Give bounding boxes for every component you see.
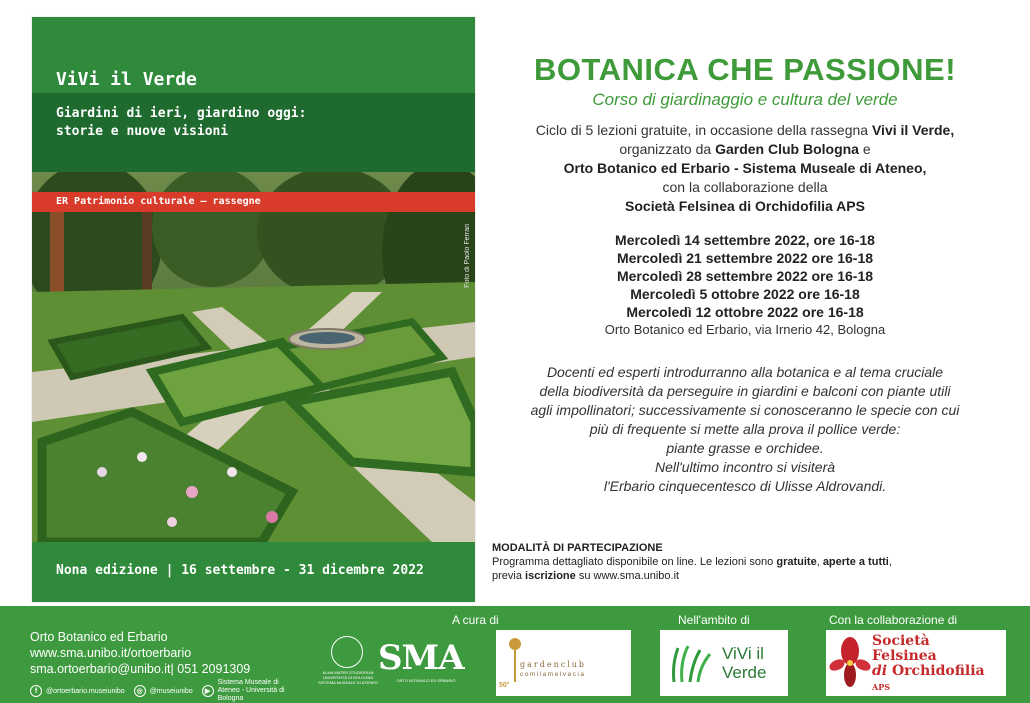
participation-highlight: gratuite (776, 556, 817, 568)
sfo-name-di: di (872, 663, 888, 679)
vivi-logo-text (722, 644, 766, 682)
gardenclub-logo (496, 630, 631, 696)
description-line: della biodiversità da perseguire in giardini e balconi con piante utili (539, 383, 951, 399)
description-line: agli impollinatori; successivamente si conosceranno le specie con cui (530, 402, 960, 418)
vivi-logo-line: Verde (722, 663, 767, 682)
intro-highlight: Orto Botanico ed Erbario - Sistema Museale di Ateneo, (563, 160, 927, 176)
footer-contact (30, 629, 250, 677)
garden-photo (32, 172, 475, 542)
description (480, 363, 1010, 496)
social-label: Sistema Museale di Ateneo - Università di Bologna (217, 679, 285, 702)
page-title: BOTANICA CHE PASSIONE! (533, 52, 957, 87)
description-line: più di frequente si mette alla prova il pollice verde: (589, 421, 901, 437)
intro-text: con la collaborazione della (662, 179, 828, 195)
description-line: Nell'ultimo incontro si visiterà (654, 459, 836, 475)
label-context: Nell'ambito di (678, 613, 750, 627)
seal-caption: ALMA MATER STUDIORUM UNIVERSITÀ DI BOLOGNA SISTEMA MUSEALE DI ATENEO (318, 670, 378, 685)
garden-illustration (32, 172, 475, 542)
participation-info (492, 541, 1012, 583)
schedule-date: Mercoledì 14 settembre 2022, ore 16-18 (615, 232, 875, 248)
social-links (30, 679, 288, 703)
registration-link[interactable]: iscrizione (525, 570, 576, 582)
gardenclub-name: gardenclub (520, 660, 587, 669)
label-curated-by: A cura di (452, 613, 499, 627)
sfo-name-line: Felsinea (872, 648, 937, 664)
event-poster (32, 17, 475, 602)
venue: Orto Botanico ed Erbario, via Irnerio 42, Bologna (604, 322, 886, 337)
participation-highlight: aperte a tutti (822, 556, 889, 568)
grass-icon (670, 644, 714, 684)
poster-title: ViVi il Verde (56, 69, 197, 90)
photo-credit: Foto di Paolo Ferrari (464, 224, 471, 288)
schedule-date: Mercoledì 5 ottobre 2022 ore 16-18 (630, 286, 860, 302)
poster-tag: ER Patrimonio culturale – rassegne (32, 192, 475, 212)
sfo-name (872, 634, 1006, 695)
schedule-date: Mercoledì 12 ottobre 2022 ore 16-18 (626, 304, 864, 320)
gardenclub-subtitle: comilamelvacia (520, 671, 586, 678)
schedule-date: Mercoledì 28 settembre 2022 ore 16-18 (616, 268, 874, 284)
footer (0, 606, 1030, 703)
poster-footer (32, 542, 475, 602)
vivi-il-verde-logo (660, 630, 788, 696)
poster-subtitle: Giardini di ieri, giardino oggi: storie e nuove visioni (56, 106, 307, 139)
youtube-icon: ▶ (202, 685, 214, 697)
participation-heading: MODALITÀ DI PARTECIPAZIONE (492, 542, 663, 554)
poster-dates: Nona edizione | 16 settembre - 31 dicembre 2022 (56, 563, 424, 578)
description-line: l'Erbario cinquecentesco di Ulisse Aldrovandi. (603, 478, 887, 494)
social-label: @ortoerbario.museiunibo (46, 687, 125, 695)
social-label: @museiunibo (149, 687, 193, 695)
contact-name: Orto Botanico ed Erbario (30, 630, 168, 644)
description-line: piante grasse e orchidee. (666, 440, 824, 456)
participation-text: su www.sma.unibo.it (575, 570, 680, 582)
intro-highlight: Società Felsinea di Orchidofilia APS (625, 198, 865, 214)
contact-website[interactable]: www.sma.unibo.it/ortoerbario (30, 646, 192, 660)
intro-text: e (858, 141, 871, 157)
instagram-icon: ◎ (134, 685, 146, 697)
sma-caption: ORTO BOTANICO ED ERBARIO (396, 678, 456, 683)
intro-text: Ciclo di 5 lezioni gratuite, in occasione della rassegna (535, 122, 872, 138)
facebook-icon: f (30, 685, 42, 697)
sfo-name-line: Orchidofilia (891, 663, 985, 679)
label-collaboration: Con la collaborazione di (829, 613, 958, 627)
orchid-icon (828, 633, 872, 693)
contact-email-phone[interactable]: sma.ortoerbario@unibo.it| 051 2091309 (30, 662, 251, 676)
vivi-logo-line: ViVi il (722, 644, 764, 663)
event-details (480, 52, 1010, 496)
sfo-logo (826, 630, 1006, 696)
schedule-list (480, 231, 1010, 339)
university-seal-icon (331, 636, 363, 668)
intro-paragraph (480, 121, 1010, 216)
social-facebook[interactable] (30, 685, 125, 697)
participation-text: Programma dettagliato disponibile on line. Le lezioni sono (492, 556, 777, 568)
schedule-date: Mercoledì 21 settembre 2022 ore 16-18 (616, 250, 874, 266)
intro-highlight: Vivi il Verde, (871, 122, 955, 138)
social-youtube[interactable] (202, 679, 288, 703)
sma-logo: SMA (378, 638, 464, 678)
sfo-name-line: Società (872, 633, 930, 649)
page-subtitle: Corso di giardinaggio e cultura del verde (592, 90, 898, 109)
gardenclub-badge: 50° (499, 682, 510, 689)
sfo-aps: APS (872, 682, 890, 692)
participation-text: , (888, 556, 892, 568)
intro-text: organizzato da (619, 141, 716, 157)
participation-text: , (816, 556, 823, 568)
social-instagram[interactable] (134, 685, 193, 697)
description-line: Docenti ed esperti introdurranno alla botanica e al tema cruciale (546, 364, 944, 380)
intro-highlight: Garden Club Bologna (715, 141, 859, 157)
participation-text: previa (492, 570, 526, 582)
